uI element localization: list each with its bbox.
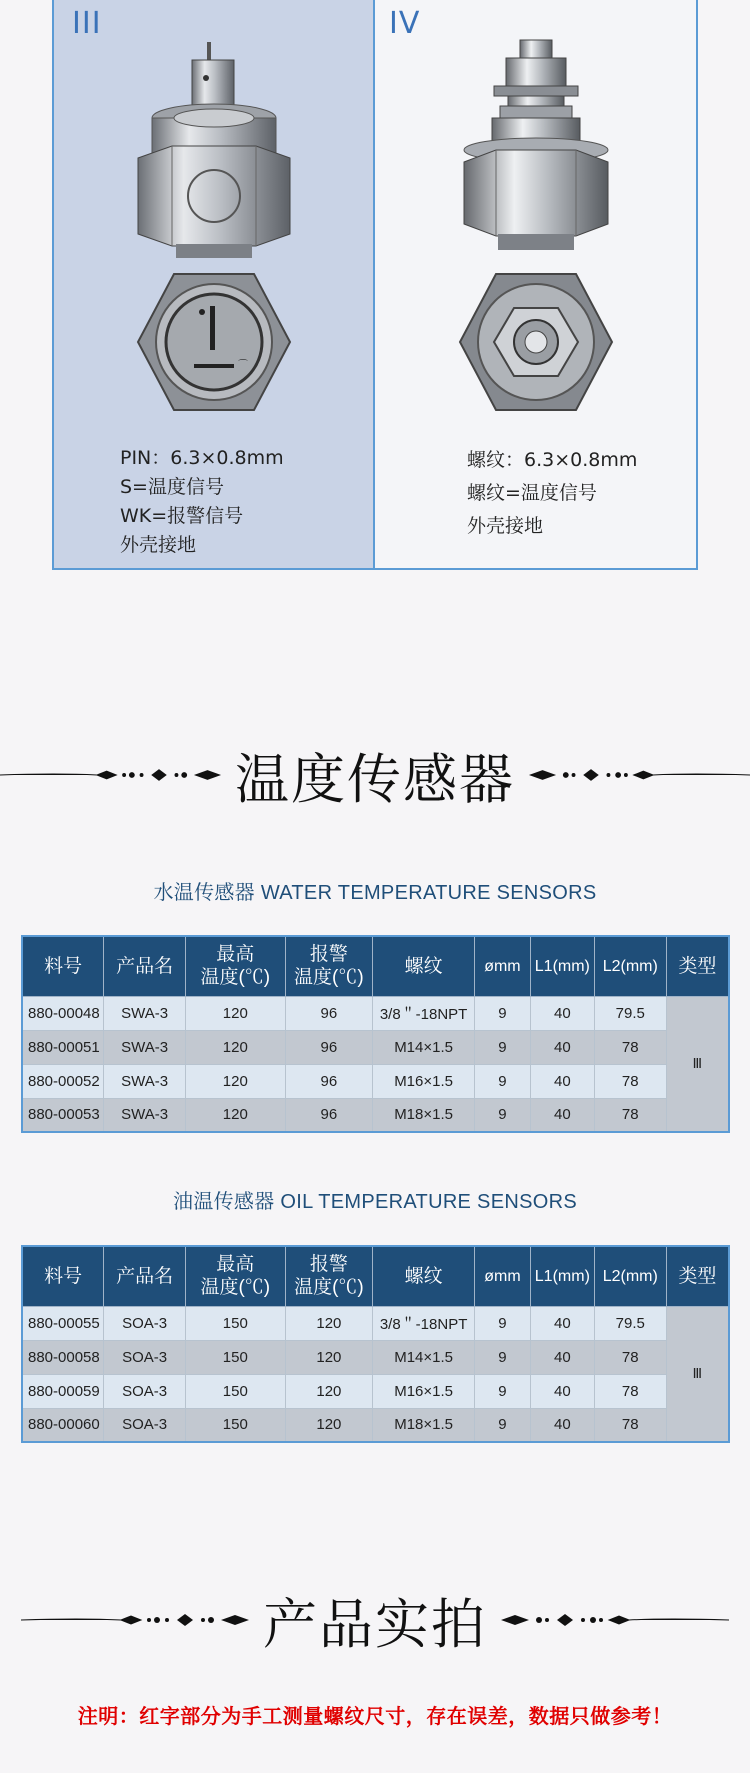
cell-l2: 78 <box>594 1098 666 1132</box>
col-header-l2: L2(mm) <box>594 1246 666 1306</box>
cell-diameter: 9 <box>475 1408 531 1442</box>
col-header-max-temp: 最高 温度(℃) <box>186 1246 286 1306</box>
type-iv-spec <box>467 444 637 543</box>
cell-max-temp: 120 <box>186 1098 286 1132</box>
cell-thread: M14×1.5 <box>373 1340 475 1374</box>
right-ornament-icon <box>527 765 750 785</box>
spec-line: S=温度信号 <box>120 476 224 498</box>
col-header-alarm-temp: 报警 温度(℃) <box>285 936 373 996</box>
col-header-thread: 螺纹 <box>373 1246 475 1306</box>
cell-code: 880-00051 <box>22 1030 104 1064</box>
right-ornament-icon <box>499 1610 729 1630</box>
col-header-code: 料号 <box>22 936 104 996</box>
cell-alarm-temp: 96 <box>285 1064 373 1098</box>
cell-l2: 78 <box>594 1064 666 1098</box>
cell-l2: 78 <box>594 1340 666 1374</box>
spec-line: 外壳接地 <box>467 515 544 537</box>
cell-name: SOA-3 <box>104 1306 186 1340</box>
table-row <box>22 1098 729 1132</box>
cell-type: Ⅲ <box>666 1306 729 1442</box>
cell-name: SWA-3 <box>104 996 186 1030</box>
col-header-thread: 螺纹 <box>373 936 475 996</box>
cell-diameter: 9 <box>474 1064 530 1098</box>
cell-thread: 3/8＂-18NPT <box>373 1306 475 1340</box>
cell-alarm-temp: 120 <box>285 1340 373 1374</box>
cell-diameter: 9 <box>474 1098 530 1132</box>
type-iii-spec <box>120 444 284 560</box>
cell-l1: 40 <box>530 1408 594 1442</box>
cell-diameter: 9 <box>475 1306 531 1340</box>
table-row <box>22 996 729 1030</box>
spec-line: PIN：6.3×0.8mm <box>120 447 284 469</box>
cell-name: SOA-3 <box>104 1408 186 1442</box>
col-header-type: 类型 <box>666 1246 729 1306</box>
table-row <box>22 1306 729 1340</box>
cell-l2: 78 <box>594 1408 666 1442</box>
table-row <box>22 1064 729 1098</box>
cell-thread: M18×1.5 <box>373 1408 475 1442</box>
cell-diameter: 9 <box>475 1374 531 1408</box>
cell-l1: 40 <box>530 1374 594 1408</box>
cell-max-temp: 120 <box>186 996 286 1030</box>
oil-sensors-caption: 油温传感器 OIL TEMPERATURE SENSORS <box>173 1191 577 1213</box>
cell-code: 880-00052 <box>22 1064 104 1098</box>
type-iii-side-view-image <box>54 38 373 258</box>
cell-alarm-temp: 96 <box>285 996 373 1030</box>
table-header-row <box>22 936 729 996</box>
section-heading-temperature-sensors <box>0 740 750 810</box>
cell-alarm-temp: 120 <box>285 1408 373 1442</box>
cell-name: SWA-3 <box>104 1098 186 1132</box>
section-title: 温度传感器 <box>235 747 515 811</box>
type-iii-label: III <box>72 6 102 41</box>
col-header-diameter: ømm <box>475 1246 531 1306</box>
col-header-l1: L1(mm) <box>530 936 594 996</box>
cell-max-temp: 120 <box>186 1064 286 1098</box>
cell-type: Ⅲ <box>666 996 729 1132</box>
cell-l2: 78 <box>594 1030 666 1064</box>
sensor-type-panels <box>52 0 698 570</box>
cell-thread: 3/8＂-18NPT <box>373 996 475 1030</box>
table-header-row <box>22 1246 729 1306</box>
col-header-alarm-temp: 报警 温度(℃) <box>285 1246 373 1306</box>
cell-code: 880-00053 <box>22 1098 104 1132</box>
col-header-max-temp: 最高 温度(℃) <box>186 936 286 996</box>
spec-line: 外壳接地 <box>120 534 197 556</box>
cell-l2: 79.5 <box>594 1306 666 1340</box>
svg-text:⌒: ⌒ <box>237 360 248 371</box>
table-row <box>22 1408 729 1442</box>
type-iv-panel <box>375 0 696 568</box>
spec-line: WK=报警信号 <box>120 505 244 527</box>
cell-l1: 40 <box>530 1306 594 1340</box>
table-row <box>22 1374 729 1408</box>
type-iv-side-view-image <box>375 38 696 258</box>
cell-name: SOA-3 <box>104 1340 186 1374</box>
spec-line: 螺纹：6.3×0.8mm <box>467 449 638 471</box>
cell-l1: 40 <box>530 1098 594 1132</box>
cell-thread: M16×1.5 <box>373 1064 475 1098</box>
measurement-note: 注明：红字部分为手工测量螺纹尺寸，存在误差，数据只做参考！ <box>77 1704 673 1728</box>
cell-l2: 79.5 <box>594 996 666 1030</box>
col-header-diameter: ømm <box>474 936 530 996</box>
col-header-name: 产品名 <box>104 936 186 996</box>
type-iii-top-view-image <box>54 268 373 416</box>
cell-thread: M18×1.5 <box>373 1098 475 1132</box>
left-ornament-icon <box>21 1610 251 1630</box>
water-sensors-table <box>21 935 730 1133</box>
cell-l2: 78 <box>594 1374 666 1408</box>
cell-alarm-temp: 96 <box>285 1098 373 1132</box>
cell-thread: M16×1.5 <box>373 1374 475 1408</box>
col-header-name: 产品名 <box>104 1246 186 1306</box>
table-row <box>22 1340 729 1374</box>
cell-alarm-temp: 120 <box>285 1306 373 1340</box>
cell-l1: 40 <box>530 1030 594 1064</box>
col-header-l2: L2(mm) <box>594 936 666 996</box>
oil-sensors-table <box>21 1245 730 1443</box>
cell-diameter: 9 <box>474 1030 530 1064</box>
cell-max-temp: 150 <box>186 1306 286 1340</box>
cell-name: SWA-3 <box>104 1064 186 1098</box>
left-ornament-icon <box>0 765 223 785</box>
cell-code: 880-00059 <box>22 1374 104 1408</box>
cell-max-temp: 150 <box>186 1374 286 1408</box>
cell-max-temp: 150 <box>186 1340 286 1374</box>
cell-code: 880-00058 <box>22 1340 104 1374</box>
col-header-l1: L1(mm) <box>530 1246 594 1306</box>
cell-code: 880-00060 <box>22 1408 104 1442</box>
cell-max-temp: 150 <box>186 1408 286 1442</box>
cell-code: 880-00055 <box>22 1306 104 1340</box>
section-title: 产品实拍 <box>263 1592 487 1656</box>
cell-l1: 40 <box>530 1340 594 1374</box>
spec-line: 螺纹=温度信号 <box>467 482 597 504</box>
cell-code: 880-00048 <box>22 996 104 1030</box>
cell-diameter: 9 <box>474 996 530 1030</box>
cell-max-temp: 120 <box>186 1030 286 1064</box>
cell-alarm-temp: 96 <box>285 1030 373 1064</box>
cell-name: SOA-3 <box>104 1374 186 1408</box>
cell-alarm-temp: 120 <box>285 1374 373 1408</box>
table-row <box>22 1030 729 1064</box>
type-iii-panel <box>54 0 375 568</box>
col-header-type: 类型 <box>666 936 729 996</box>
cell-diameter: 9 <box>475 1340 531 1374</box>
type-iv-top-view-image <box>375 268 696 416</box>
cell-l1: 40 <box>530 1064 594 1098</box>
type-iv-label: IV <box>389 6 421 41</box>
section-heading-product-photos <box>0 1585 750 1655</box>
cell-thread: M14×1.5 <box>373 1030 475 1064</box>
cell-name: SWA-3 <box>104 1030 186 1064</box>
col-header-code: 料号 <box>22 1246 104 1306</box>
water-sensors-caption: 水温传感器 WATER TEMPERATURE SENSORS <box>153 882 597 904</box>
cell-l1: 40 <box>530 996 594 1030</box>
